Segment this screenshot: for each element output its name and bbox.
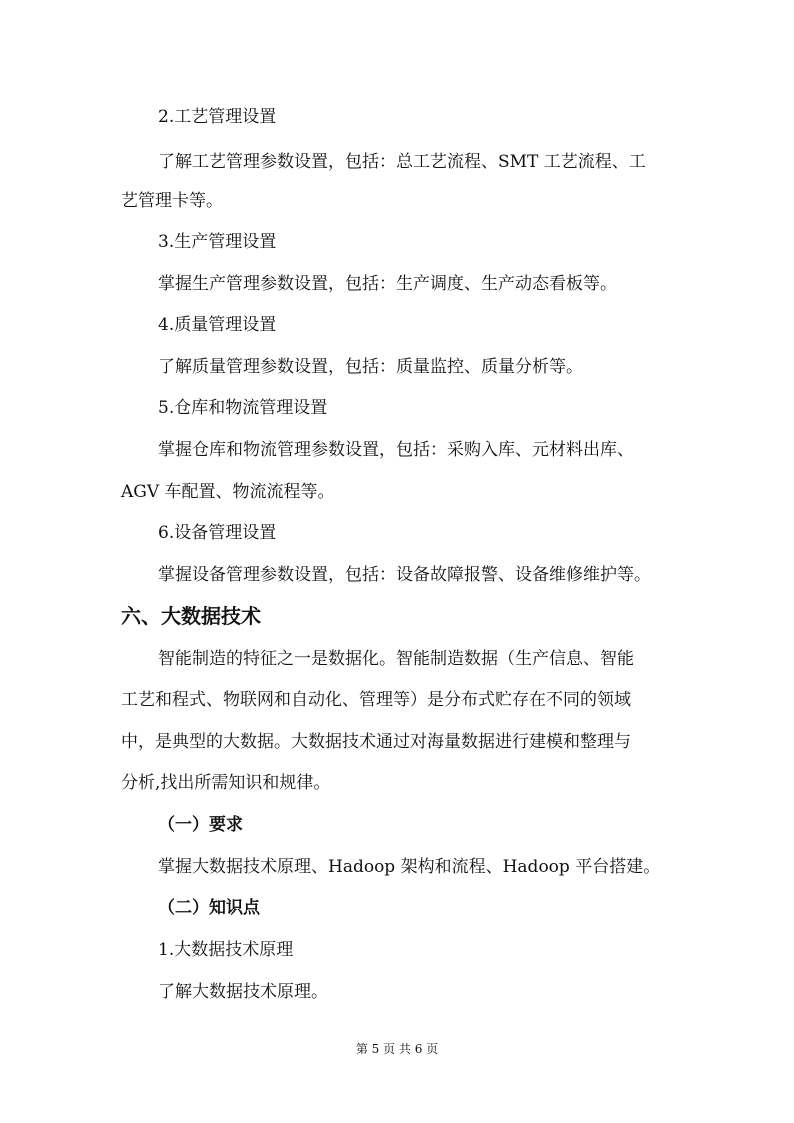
paragraph-line: 了解质量管理参数设置，包括：质量监控、质量分析等。	[158, 357, 583, 377]
chapter-heading: 六、大数据技术	[121, 604, 261, 628]
page-number-footer: 第 5 页 共 6 页	[355, 1042, 439, 1056]
subheading-requirements: （一）要求	[158, 815, 243, 835]
paragraph-line: 掌握大数据技术原理、Hadoop 架构和流程、Hadoop 平台搭建。	[158, 857, 661, 877]
paragraph-line: 了解工艺管理参数设置，包括：总工艺流程、SMT 工艺流程、工	[158, 152, 646, 172]
paragraph-line: 艺管理卡等。	[121, 191, 223, 211]
paragraph-line: 掌握生产管理参数设置，包括：生产调度、生产动态看板等。	[158, 274, 617, 294]
section-title-process-management: 2.工艺管理设置	[158, 107, 277, 127]
section-title-quality-management: 4.质量管理设置	[158, 315, 277, 335]
paragraph-line: 智能制造的特征之一是数据化。智能制造数据（生产信息、智能	[158, 649, 634, 669]
paragraph-line: AGV 车配置、物流流程等。	[121, 482, 335, 502]
section-title-big-data-principles: 1.大数据技术原理	[158, 940, 294, 960]
paragraph-line: 掌握仓库和物流管理参数设置，包括：采购入库、元材料出库、	[158, 440, 634, 460]
subheading-knowledge-points: （二）知识点	[158, 898, 260, 918]
section-title-equipment-management: 6.设备管理设置	[158, 523, 277, 543]
paragraph-line: 了解大数据技术原理。	[158, 982, 328, 1002]
paragraph-line: 工艺和程式、物联网和自动化、管理等）是分布式贮存在不同的领域	[121, 690, 631, 710]
section-title-production-management: 3.生产管理设置	[158, 232, 277, 252]
paragraph-line: 分析,找出所需知识和规律。	[121, 773, 331, 793]
paragraph-line: 掌握设备管理参数设置，包括：设备故障报警、设备维修维护等。	[158, 565, 651, 585]
paragraph-line: 中，是典型的大数据。大数据技术通过对海量数据进行建模和整理与	[121, 732, 631, 752]
section-title-warehouse-logistics: 5.仓库和物流管理设置	[158, 398, 328, 418]
